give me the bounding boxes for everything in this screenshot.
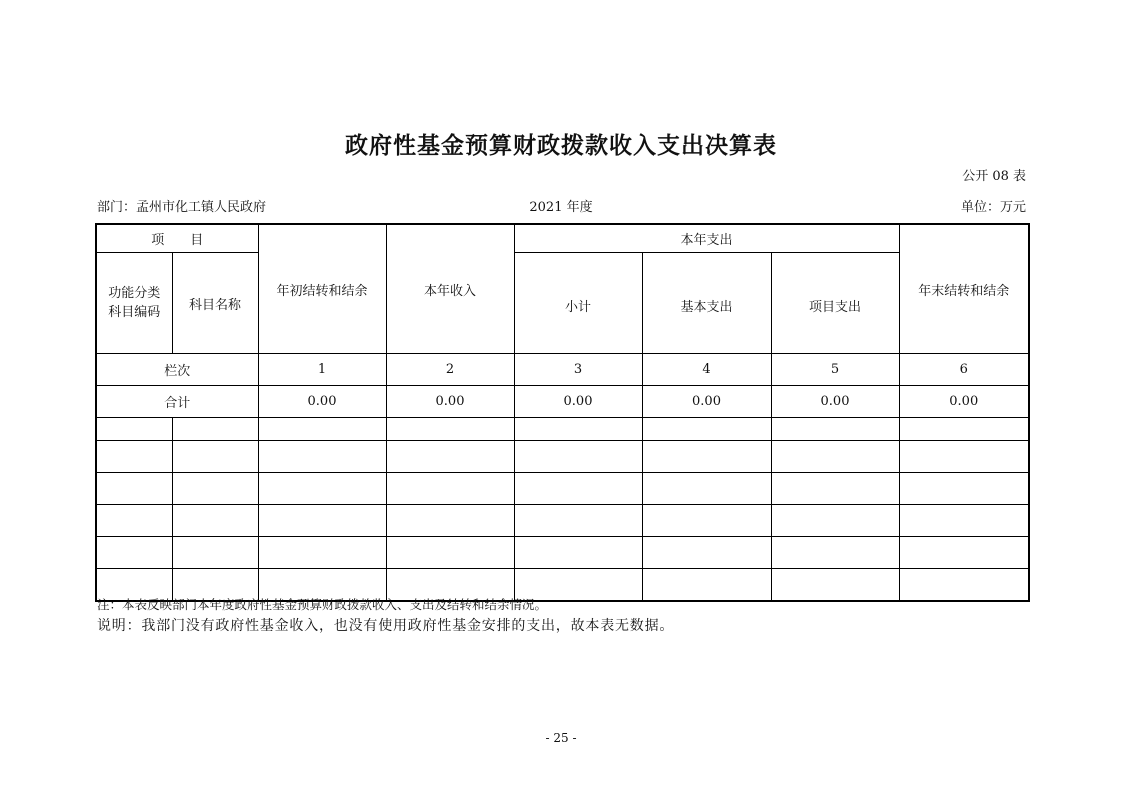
header-row-2 [96, 253, 1029, 354]
table-row [96, 441, 1029, 473]
header-subject-name: 科目名称 [172, 253, 258, 354]
empty-cell [172, 537, 258, 569]
empty-cell [771, 537, 899, 569]
empty-cell [771, 441, 899, 473]
explanation-note: 说明：我部门没有政府性基金收入，也没有使用政府性基金安排的支出，故本表无数据。 [97, 618, 675, 634]
empty-cell [96, 473, 172, 505]
header-project-expense: 项目支出 [771, 253, 899, 354]
header-closing-balance: 年末结转和结余 [899, 224, 1029, 354]
header-row-1 [96, 224, 1029, 253]
header-subtotal: 小计 [514, 253, 642, 354]
empty-cell [258, 441, 386, 473]
empty-cell [771, 418, 899, 441]
empty-cell [642, 473, 771, 505]
empty-cell [771, 473, 899, 505]
empty-cell [642, 569, 771, 602]
empty-cell [642, 441, 771, 473]
page-number: - 25 - [545, 731, 577, 745]
total-value: 0.00 [386, 386, 514, 418]
empty-cell [386, 473, 514, 505]
empty-cell [642, 418, 771, 441]
empty-cell [172, 505, 258, 537]
empty-cell [514, 505, 642, 537]
footnote: 注：本表反映部门本年度政府性基金预算财政拨款收入、支出及结转和结余情况。 [97, 597, 548, 612]
empty-cell [258, 473, 386, 505]
column-number-label: 栏次 [96, 354, 258, 386]
empty-cell [96, 441, 172, 473]
empty-cell [899, 569, 1029, 602]
column-number: 2 [386, 354, 514, 386]
empty-cell [899, 418, 1029, 441]
empty-cell [386, 418, 514, 441]
empty-cell [642, 505, 771, 537]
empty-cell [172, 418, 258, 441]
column-number: 4 [642, 354, 771, 386]
empty-cell [96, 505, 172, 537]
header-item: 项 目 [96, 224, 258, 253]
page-title: 政府性基金预算财政拨款收入支出决算表 [345, 133, 777, 159]
empty-cell [386, 537, 514, 569]
empty-cell [386, 441, 514, 473]
header-current-income: 本年收入 [386, 224, 514, 354]
empty-cell [899, 505, 1029, 537]
budget-table [95, 223, 1030, 602]
empty-cell [771, 505, 899, 537]
header-current-expense: 本年支出 [514, 224, 899, 253]
empty-cell [642, 537, 771, 569]
total-value: 0.00 [899, 386, 1029, 418]
department-label: 部门：孟州市化工镇人民政府 [97, 200, 267, 215]
table-row [96, 505, 1029, 537]
total-label: 合计 [96, 386, 258, 418]
unit-label: 单位：万元 [960, 200, 1026, 215]
column-number: 1 [258, 354, 386, 386]
header-func-code-line1: 功能分类 [108, 286, 161, 301]
empty-cell [771, 569, 899, 602]
column-number: 5 [771, 354, 899, 386]
empty-cell [96, 537, 172, 569]
empty-cell [258, 418, 386, 441]
empty-cell [172, 473, 258, 505]
empty-cell [258, 505, 386, 537]
total-row [96, 386, 1029, 418]
column-number: 3 [514, 354, 642, 386]
empty-cell [899, 441, 1029, 473]
total-value: 0.00 [258, 386, 386, 418]
empty-cell [258, 537, 386, 569]
empty-cell [386, 505, 514, 537]
empty-cell [514, 473, 642, 505]
empty-cell [514, 441, 642, 473]
empty-cell [96, 418, 172, 441]
total-value: 0.00 [771, 386, 899, 418]
table-row [96, 418, 1029, 441]
fiscal-year: 2021 年度 [529, 200, 593, 215]
header-func-code [96, 253, 172, 354]
total-value: 0.00 [514, 386, 642, 418]
header-opening-balance: 年初结转和结余 [258, 224, 386, 354]
empty-cell [172, 441, 258, 473]
table-row [96, 473, 1029, 505]
empty-cell [514, 418, 642, 441]
table-row [96, 537, 1029, 569]
column-number: 6 [899, 354, 1029, 386]
empty-cell [899, 473, 1029, 505]
header-basic-expense: 基本支出 [642, 253, 771, 354]
header-func-code-line2: 科目编码 [108, 305, 161, 320]
table-number: 公开 08 表 [962, 169, 1026, 184]
empty-cell [514, 537, 642, 569]
empty-cell [899, 537, 1029, 569]
total-value: 0.00 [642, 386, 771, 418]
column-number-row [96, 354, 1029, 386]
